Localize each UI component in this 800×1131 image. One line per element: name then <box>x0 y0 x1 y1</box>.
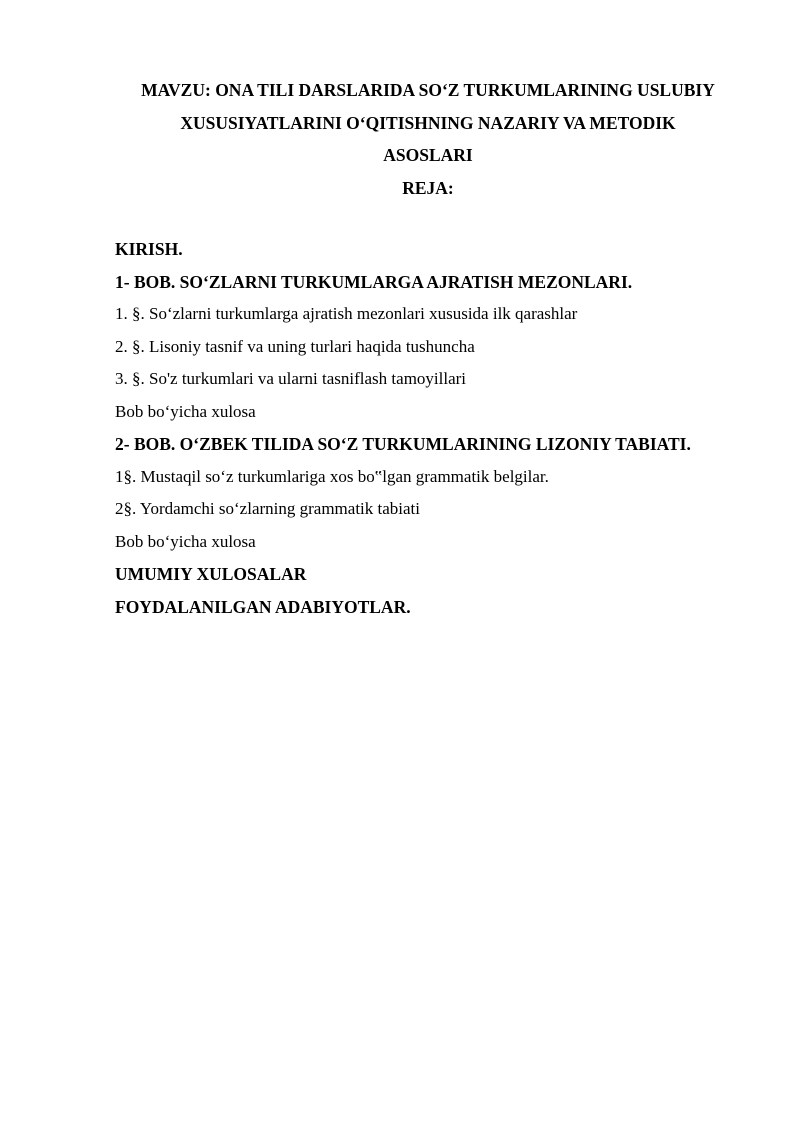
toc-item-references: FOYDALANILGAN ADABIYOTLAR. <box>115 596 411 617</box>
title-block <box>100 74 756 204</box>
document-title-line-1: MAVZU: ONA TILI DARSLARIDA SO‘Z TURKUMLARINING USLUBIY <box>141 80 715 100</box>
toc-item-chapter-1-section-3: 3. §. So'z turkumlari va ularni tasniflash tamoyillari <box>115 369 467 388</box>
toc-item-chapter-1-section-2: 2. §. Lisoniy tasnif va uning turlari haqida tushuncha <box>115 336 475 356</box>
toc-item-general-conclusions: UMUMIY XULOSALAR <box>115 564 307 584</box>
toc-item-chapter-2: 2- BOB. O‘ZBEK TILIDA SO‘Z TURKUMLARINING LIZONIY TABIATI. <box>115 434 691 454</box>
toc-item-chapter-1: 1- BOB. SO‘ZLARNI TURKUMLARGA AJRATISH MEZONLARI. <box>115 271 633 292</box>
toc-item-chapter-1-conclusion: Bob bo‘yicha xulosa <box>115 401 256 421</box>
document-title-line-2: XUSUSIYATLARINI O‘QITISHNING NAZARIY VA METODIK <box>180 112 676 133</box>
toc-item-chapter-1-section-1: 1. §. So‘zlarni turkumlarga ajratish mezonlari xususida ilk qarashlar <box>115 304 578 323</box>
toc-item-introduction: KIRISH. <box>115 239 183 259</box>
plan-heading: REJA: <box>402 177 454 198</box>
toc-item-chapter-2-section-2: 2§. Yordamchi so‘zlarning grammatik tabiati <box>115 499 420 518</box>
table-of-contents <box>115 233 775 623</box>
toc-item-chapter-2-conclusion: Bob bo‘yicha xulosa <box>115 531 256 551</box>
document-title-line-3: ASOSLARI <box>383 145 473 165</box>
toc-item-chapter-2-section-1: 1§. Mustaqil so‘z turkumlariga xos bo‟lgan grammatik belgilar. <box>115 466 549 486</box>
